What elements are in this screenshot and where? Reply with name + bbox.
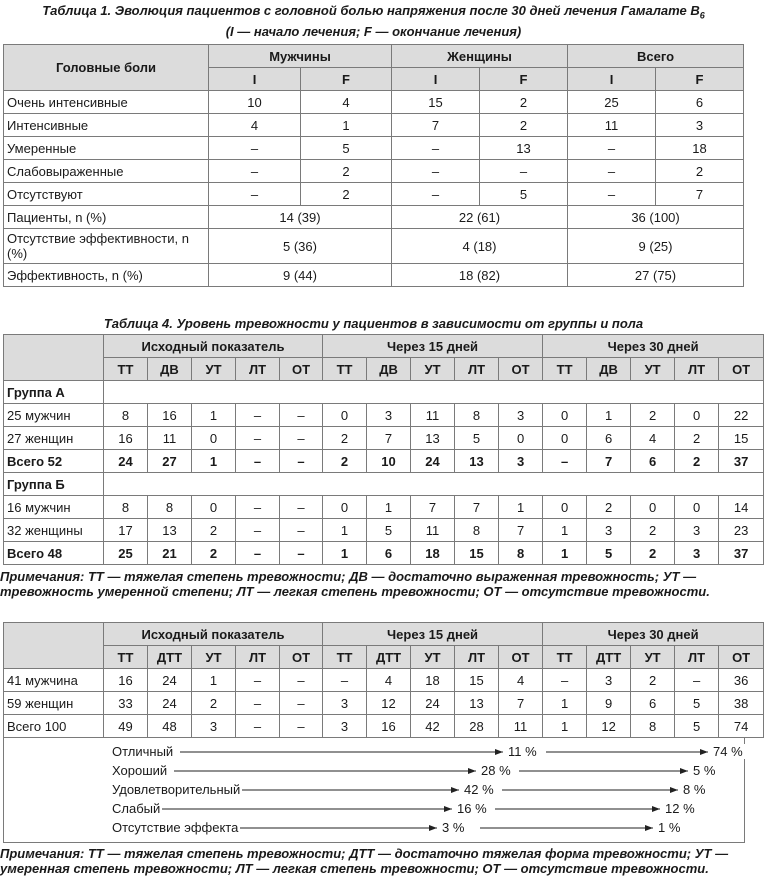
table4-col-header: УТ [411, 358, 455, 381]
table-cell: 13 [480, 137, 568, 160]
table4-col-header: ОТ [280, 358, 323, 381]
table-row [4, 692, 764, 715]
table-cell: 5 [367, 519, 411, 542]
table-cell: 8 [455, 404, 499, 427]
table1 [3, 44, 744, 287]
table-row [4, 114, 744, 137]
table-cell: – [392, 160, 480, 183]
table-cell: 74 [719, 715, 764, 738]
table-cell: 28 [455, 715, 499, 738]
table3-col-header: ДТТ [367, 646, 411, 669]
table4-col-header: УТ [192, 358, 236, 381]
table-cell: – [236, 692, 280, 715]
table4-group-b: Группа Б [4, 473, 104, 496]
table-cell: 11 [148, 427, 192, 450]
table-cell: 14 [719, 496, 764, 519]
efficacy-value-final: 12 % [665, 801, 695, 816]
table-cell: 9 (25) [568, 229, 744, 264]
row-label: 32 женщины [4, 519, 104, 542]
table-cell: 3 [587, 669, 631, 692]
table1-sub-f: F [656, 68, 744, 91]
table-cell: 0 [543, 496, 587, 519]
table4-col-header: УТ [631, 358, 675, 381]
table1-group-men: Мужчины [209, 45, 392, 68]
table1-summary-label: Пациенты, n (%) [4, 206, 209, 229]
table-cell: 7 [392, 114, 480, 137]
table-cell: 7 [499, 692, 543, 715]
table3-note-line1: Примечания: ТТ — тяжелая степень тревожности; ДТТ — достаточно тяжелая форма тревожности; УТ — [0, 846, 729, 861]
table-cell: – [209, 183, 301, 206]
table-cell: 24 [411, 450, 455, 473]
efficacy-value-final: 74 % [713, 744, 743, 759]
table3-col-header: ЛТ [236, 646, 280, 669]
table-cell: 2 [192, 692, 236, 715]
table1-caption-title: Таблица 1. Эволюция пациентов с головной болью напряжения после 30 дней лечения Гамалате B [42, 3, 700, 18]
table-cell: – [480, 160, 568, 183]
table-cell: 9 (44) [209, 264, 392, 287]
table-cell: 2 [480, 114, 568, 137]
table3-col-header: ТТ [104, 646, 148, 669]
table-cell: – [280, 450, 323, 473]
table-cell: 36 [719, 669, 764, 692]
table1-sub-i: I [392, 68, 480, 91]
table3-col-header: ТТ [323, 646, 367, 669]
table-cell: – [280, 542, 323, 565]
table-cell: 18 [411, 542, 455, 565]
table3-period-row [4, 623, 764, 646]
table-cell: 13 [148, 519, 192, 542]
table-cell: 0 [499, 427, 543, 450]
table-cell: 36 (100) [568, 206, 744, 229]
table-cell: 8 [104, 496, 148, 519]
table1-sub-i: I [568, 68, 656, 91]
table-cell: 1 [192, 404, 236, 427]
table-cell: 1 [192, 669, 236, 692]
table3-col-header: УТ [631, 646, 675, 669]
efficacy-value-initial: 3 % [442, 820, 465, 835]
table-cell: 4 [631, 427, 675, 450]
table-cell: 3 [587, 519, 631, 542]
table-cell: 1 [301, 114, 392, 137]
table-cell: – [236, 450, 280, 473]
table1-caption [0, 3, 747, 39]
table-cell: 18 [411, 669, 455, 692]
table-cell: – [236, 715, 280, 738]
table4-col-header: ДВ [587, 358, 631, 381]
table4-col-header: ДВ [367, 358, 411, 381]
table-cell: 4 (18) [392, 229, 568, 264]
table-cell: 5 [455, 427, 499, 450]
table1-caption-subscript: 6 [699, 10, 705, 21]
table-cell: 5 [675, 692, 719, 715]
row-label: 41 мужчина [4, 669, 104, 692]
table-cell: 16 [104, 427, 148, 450]
table-cell: – [209, 137, 301, 160]
row-label: Умеренные [4, 137, 209, 160]
table-cell: 8 [455, 519, 499, 542]
table-cell: – [392, 137, 480, 160]
efficacy-label: Хороший [112, 763, 168, 778]
table-cell: – [280, 496, 323, 519]
table-cell: 37 [719, 542, 764, 565]
table-cell: 0 [192, 427, 236, 450]
row-label: Слабовыраженные [4, 160, 209, 183]
table1-summary-label: Отсутствие эффективности, n (%) [4, 229, 209, 264]
table-cell: 38 [719, 692, 764, 715]
table-cell: 4 [301, 91, 392, 114]
table-cell: 0 [675, 496, 719, 519]
row-label: Всего 52 [4, 450, 104, 473]
efficacy-label: Отличный [112, 744, 174, 759]
row-label: 25 мужчин [4, 404, 104, 427]
table-row [4, 496, 764, 519]
table-cell: 14 (39) [209, 206, 392, 229]
table-cell: – [280, 519, 323, 542]
efficacy-value-initial: 42 % [464, 782, 494, 797]
table-cell: 37 [719, 450, 764, 473]
table-cell: 2 [631, 542, 675, 565]
table-cell: 1 [543, 692, 587, 715]
table4-group-b-row [4, 473, 764, 496]
table-cell: 16 [367, 715, 411, 738]
table-cell: 18 (82) [392, 264, 568, 287]
table-cell: 13 [455, 692, 499, 715]
row-label: Очень интенсивные [4, 91, 209, 114]
table-cell: – [236, 427, 280, 450]
table-cell: 16 [148, 404, 192, 427]
table-cell: 1 [543, 715, 587, 738]
row-label: 16 мужчин [4, 496, 104, 519]
table-cell: 3 [367, 404, 411, 427]
table-cell: – [236, 542, 280, 565]
table3-note-line2: умеренная степень тревожности; ЛТ — легкая степень тревожности; ОТ — отсутствие тревожности. [0, 861, 709, 876]
table-cell: 25 [568, 91, 656, 114]
table-cell: 24 [148, 669, 192, 692]
table-cell: – [568, 160, 656, 183]
table-cell: 3 [323, 715, 367, 738]
table-cell: 5 [301, 137, 392, 160]
table4-col-header: ОТ [719, 358, 764, 381]
table-cell: 2 [192, 519, 236, 542]
table-cell: 2 [587, 496, 631, 519]
table-cell: – [280, 692, 323, 715]
table3-corner [4, 623, 104, 669]
table4-col-header: ТТ [543, 358, 587, 381]
table3 [3, 622, 764, 738]
table-cell: 7 [587, 450, 631, 473]
table4-col-header: ЛТ [236, 358, 280, 381]
table-cell: 6 [656, 91, 744, 114]
table-cell: – [568, 183, 656, 206]
table-cell: 7 [411, 496, 455, 519]
table-cell: 1 [499, 496, 543, 519]
table-cell: 2 [631, 404, 675, 427]
table-cell: 7 [656, 183, 744, 206]
table-cell: 15 [719, 427, 764, 450]
table-row [4, 91, 744, 114]
table4-period-30days: Через 30 дней [543, 335, 764, 358]
table3-period-15days: Через 15 дней [323, 623, 543, 646]
table-cell: 11 [499, 715, 543, 738]
table-cell: 1 [543, 519, 587, 542]
table4-col-header: ЛТ [675, 358, 719, 381]
table-cell: 3 [499, 450, 543, 473]
efficacy-value-final: 5 % [693, 763, 716, 778]
table-cell: 11 [568, 114, 656, 137]
table-cell: 0 [543, 427, 587, 450]
table-cell: 16 [104, 669, 148, 692]
table-row [4, 137, 744, 160]
table-cell: 4 [499, 669, 543, 692]
row-label: Всего 100 [4, 715, 104, 738]
table-cell: 24 [104, 450, 148, 473]
table-cell: 2 [480, 91, 568, 114]
table-row [4, 404, 764, 427]
table-cell: 3 [656, 114, 744, 137]
table4-note-line2: тревожность умеренной степени; ЛТ — легкая степень тревожности; ОТ — отсутствие тревожности. [0, 584, 710, 599]
row-label: Интенсивные [4, 114, 209, 137]
table-cell: 3 [675, 519, 719, 542]
table-cell: 7 [455, 496, 499, 519]
table-cell: – [280, 404, 323, 427]
table3-col-header: ЛТ [675, 646, 719, 669]
table-cell: 1 [323, 542, 367, 565]
table-cell: – [543, 669, 587, 692]
table1-sub-i: I [209, 68, 301, 91]
table1-summary-row [4, 206, 744, 229]
table1-summary-label: Эффективность, n (%) [4, 264, 209, 287]
table-cell: 0 [675, 404, 719, 427]
table-cell: 33 [104, 692, 148, 715]
table-cell: 3 [323, 692, 367, 715]
table-cell: 12 [367, 692, 411, 715]
table-cell: 10 [209, 91, 301, 114]
table4-caption: Таблица 4. Уровень тревожности у пациентов в зависимости от группы и пола [103, 316, 644, 331]
table3-col-header: ОТ [280, 646, 323, 669]
table-row [4, 450, 764, 473]
table1-row-header: Головные боли [4, 45, 209, 91]
table3-col-header: ДТТ [148, 646, 192, 669]
efficacy-value-final: 1 % [658, 820, 681, 835]
table-cell: 2 [301, 160, 392, 183]
table-cell: 13 [411, 427, 455, 450]
table-cell: 49 [104, 715, 148, 738]
table1-summary-row [4, 229, 744, 264]
table-cell: 2 [323, 450, 367, 473]
table4-note [0, 569, 747, 599]
table-cell: 5 (36) [209, 229, 392, 264]
table3-col-header: ЛТ [455, 646, 499, 669]
row-label: 27 женщин [4, 427, 104, 450]
efficacy-panel [3, 738, 745, 843]
row-label: Отсутствуют [4, 183, 209, 206]
row-label: 59 женщин [4, 692, 104, 715]
table-cell: 22 (61) [392, 206, 568, 229]
table-cell: 9 [587, 692, 631, 715]
table-cell: 11 [411, 519, 455, 542]
efficacy-value-initial: 16 % [457, 801, 487, 816]
table-cell: 8 [104, 404, 148, 427]
table-cell: 6 [367, 542, 411, 565]
table-cell: – [280, 427, 323, 450]
table-cell: 0 [323, 496, 367, 519]
table3-note [0, 846, 747, 876]
table-cell: 8 [499, 542, 543, 565]
table-cell: 24 [411, 692, 455, 715]
table-cell: 5 [480, 183, 568, 206]
table-cell: 2 [675, 450, 719, 473]
table-cell: 18 [656, 137, 744, 160]
table-cell: 0 [543, 404, 587, 427]
table1-caption-legend: (I — начало лечения; F — окончание лечения) [225, 23, 522, 39]
table-cell: 6 [587, 427, 631, 450]
table1-group-women: Женщины [392, 45, 568, 68]
table-cell: 23 [719, 519, 764, 542]
table-cell: 2 [631, 519, 675, 542]
table-cell: 17 [104, 519, 148, 542]
table4-group-b-fill [104, 473, 764, 496]
table-cell: 1 [587, 404, 631, 427]
table-cell: – [236, 404, 280, 427]
table-cell: 42 [411, 715, 455, 738]
table-cell: 7 [367, 427, 411, 450]
table-cell: 7 [499, 519, 543, 542]
table4-col-header: ДВ [148, 358, 192, 381]
table1-sub-f: F [480, 68, 568, 91]
table-cell: 1 [367, 496, 411, 519]
table-cell: 4 [209, 114, 301, 137]
table3-period-baseline: Исходный показатель [104, 623, 323, 646]
table-row [4, 715, 764, 738]
table-cell: 2 [631, 669, 675, 692]
table3-col-header: ОТ [499, 646, 543, 669]
table3-col-header: УТ [192, 646, 236, 669]
table-cell: 15 [392, 91, 480, 114]
table-cell: – [280, 715, 323, 738]
table-cell: 4 [367, 669, 411, 692]
table-cell: 3 [499, 404, 543, 427]
table-cell: 15 [455, 542, 499, 565]
table4-col-header: ТТ [323, 358, 367, 381]
table4-group-a-row [4, 381, 764, 404]
table-cell: 11 [411, 404, 455, 427]
row-label: Всего 48 [4, 542, 104, 565]
efficacy-label: Удовлетворительный [112, 782, 241, 797]
table-cell: 1 [323, 519, 367, 542]
table-cell: 24 [148, 692, 192, 715]
table-cell: 5 [587, 542, 631, 565]
table-cell: 2 [192, 542, 236, 565]
table-cell: 8 [631, 715, 675, 738]
efficacy-value-initial: 28 % [481, 763, 511, 778]
table4-period-15days: Через 15 дней [323, 335, 543, 358]
table4-col-header: ЛТ [455, 358, 499, 381]
table-cell: 2 [323, 427, 367, 450]
table-cell: 8 [148, 496, 192, 519]
table-cell: – [236, 669, 280, 692]
table-cell: 1 [543, 542, 587, 565]
table-row [4, 183, 744, 206]
table4-subheader-row [4, 358, 764, 381]
table-cell: – [392, 183, 480, 206]
table3-period-30days: Через 30 дней [543, 623, 764, 646]
table3-col-header: УТ [411, 646, 455, 669]
table-cell: – [323, 669, 367, 692]
table-row [4, 519, 764, 542]
table-cell: 6 [631, 692, 675, 715]
table-cell: 6 [631, 450, 675, 473]
table3-col-header: ОТ [719, 646, 764, 669]
table-cell: 10 [367, 450, 411, 473]
table-cell: – [236, 519, 280, 542]
table-cell: 27 (75) [568, 264, 744, 287]
efficacy-label: Слабый [112, 801, 161, 816]
table1-group-total: Всего [568, 45, 744, 68]
table4-group-a-fill [104, 381, 764, 404]
table-cell: 48 [148, 715, 192, 738]
table-row [4, 160, 744, 183]
table-cell: 25 [104, 542, 148, 565]
table-cell: 21 [148, 542, 192, 565]
table-row [4, 427, 764, 450]
table1-sub-f: F [301, 68, 392, 91]
table4-note-line1: Примечания: ТТ — тяжелая степень тревожности; ДВ — достаточно выраженная тревожность; УТ — [0, 569, 697, 584]
table-cell: 12 [587, 715, 631, 738]
table-cell: 2 [675, 427, 719, 450]
table3-col-header: ДТТ [587, 646, 631, 669]
table-cell: 0 [323, 404, 367, 427]
table-cell: 0 [631, 496, 675, 519]
table-cell: – [568, 137, 656, 160]
table4-corner [4, 335, 104, 381]
table4 [3, 334, 764, 565]
table-cell: – [675, 669, 719, 692]
table4-col-header: ОТ [499, 358, 543, 381]
table-cell: – [280, 669, 323, 692]
table-cell: 1 [192, 450, 236, 473]
efficacy-label: Отсутствие эффекта [112, 820, 239, 835]
table3-col-header: ТТ [543, 646, 587, 669]
efficacy-value-final: 8 % [683, 782, 706, 797]
table-cell: 22 [719, 404, 764, 427]
table-cell: 2 [656, 160, 744, 183]
table4-col-header: ТТ [104, 358, 148, 381]
table-cell: 13 [455, 450, 499, 473]
table-cell: – [543, 450, 587, 473]
table4-period-row [4, 335, 764, 358]
table-cell: 3 [192, 715, 236, 738]
table-cell: 0 [192, 496, 236, 519]
table-row [4, 542, 764, 565]
table-cell: – [236, 496, 280, 519]
table4-group-a: Группа А [4, 381, 104, 404]
table-row [4, 669, 764, 692]
table-cell: – [209, 160, 301, 183]
table-cell: 3 [675, 542, 719, 565]
efficacy-value-initial: 11 % [508, 744, 537, 759]
table1-summary-row [4, 264, 744, 287]
table-cell: 5 [675, 715, 719, 738]
table-cell: 27 [148, 450, 192, 473]
table3-subheader-row [4, 646, 764, 669]
table-cell: 2 [301, 183, 392, 206]
table-cell: 15 [455, 669, 499, 692]
table4-period-baseline: Исходный показатель [104, 335, 323, 358]
